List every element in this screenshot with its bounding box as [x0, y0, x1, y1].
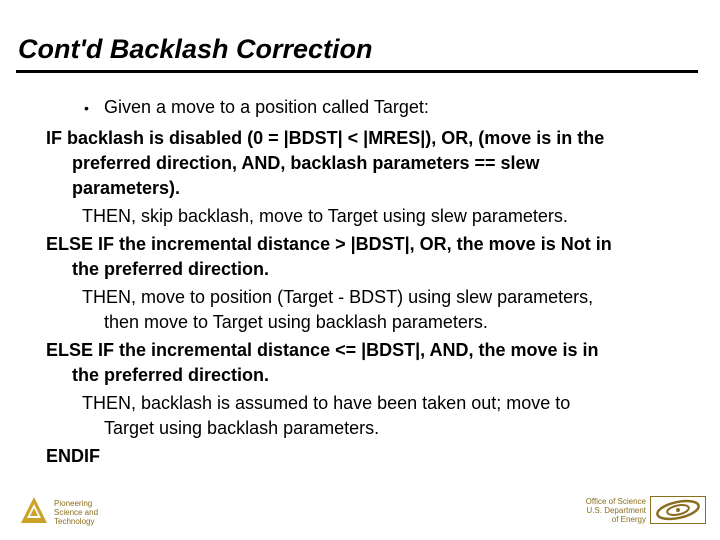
footer-right-text — [586, 497, 646, 524]
body-line: THEN, move to position (Target - BDST) using slew parameters, — [82, 287, 594, 307]
footer-left-line: Technology — [54, 517, 95, 526]
bullet-icon: • — [84, 100, 89, 116]
footer-right-line: U.S. Department — [586, 506, 646, 515]
body-line: preferred direction, AND, backlash parameters == slew — [72, 153, 540, 173]
footer-right-line: Office of Science — [585, 497, 646, 506]
body-line: THEN, backlash is assumed to have been taken out; move to — [82, 393, 571, 413]
body-line: ELSE IF the incremental distance > |BDST|, OR, the move is Not in — [46, 234, 612, 254]
footer-left-line: Pioneering — [54, 499, 93, 508]
body-line: IF backlash is disabled (0 = |BDST| < |MRES|), OR, (move is in the — [46, 128, 605, 148]
doe-science-logo-icon — [650, 496, 706, 524]
footer-left-text — [54, 499, 98, 526]
body-line: then move to Target using backlash parameters. — [104, 312, 488, 332]
body-line: Target using backlash parameters. — [104, 418, 380, 438]
body-line: ELSE IF the incremental distance <= |BDST|, AND, the move is in — [46, 340, 599, 360]
bullet-text: Given a move to a position called Target: — [104, 97, 429, 117]
body-line: ENDIF — [46, 446, 100, 466]
title-underline — [16, 70, 698, 73]
body-line: parameters). — [72, 178, 181, 198]
body-line: the preferred direction. — [72, 259, 270, 279]
footer-left-line: Science and — [54, 508, 99, 517]
body-line: the preferred direction. — [72, 365, 270, 385]
body-line: THEN, skip backlash, move to Target using slew parameters. — [82, 206, 568, 226]
slide-title: Cont'd Backlash Correction — [18, 34, 373, 64]
footer-right-line: of Energy — [611, 515, 646, 524]
argonne-triangle-logo-icon — [20, 496, 48, 524]
